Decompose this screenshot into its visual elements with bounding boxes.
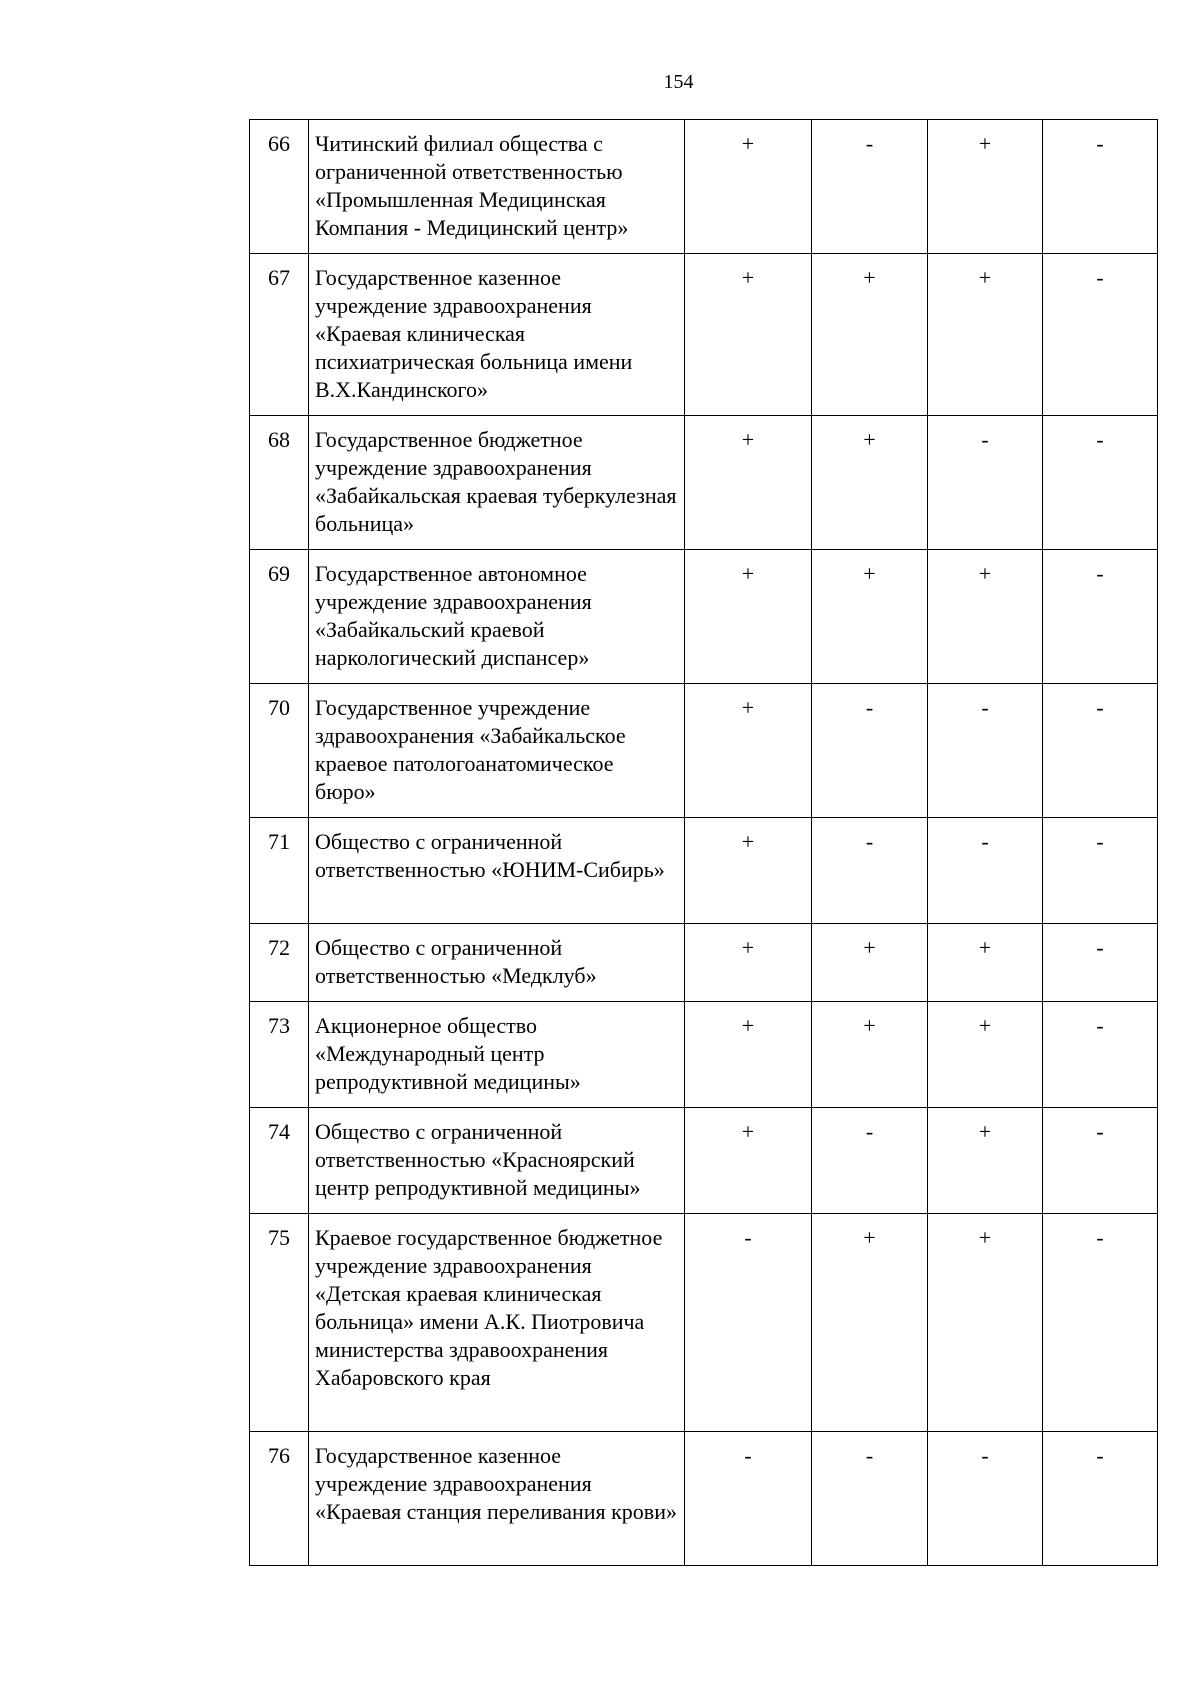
mark-cell: - [1043,416,1158,550]
mark-cell: + [685,924,812,1002]
row-number: 75 [250,1214,309,1432]
table-row [250,1214,1158,1432]
row-number: 69 [250,550,309,684]
table-row [250,1108,1158,1214]
organization-name: Государственное казенное учреждение здравоохранения «Краевая клиническая психиатрическая больница имени В.Х.Кандинского» [309,254,685,416]
page-number: 154 [663,71,694,93]
mark-cell: - [1043,924,1158,1002]
mark-cell: + [685,254,812,416]
mark-cell: + [928,1002,1043,1108]
row-number: 72 [250,924,309,1002]
row-number: 67 [250,254,309,416]
mark-cell: - [685,1214,812,1432]
table-row [250,120,1158,254]
mark-cell: - [1043,1002,1158,1108]
mark-cell: + [928,550,1043,684]
row-number: 76 [250,1432,309,1566]
mark-cell: - [928,1432,1043,1566]
mark-cell: - [812,1108,928,1214]
mark-cell: + [685,1002,812,1108]
table-row [250,818,1158,924]
organization-name: Читинский филиал общества с ограниченной ответственностью «Промышленная Медицинская Компания - Медицинский центр» [309,120,685,254]
organization-name: Государственное автономное учреждение здравоохранения «Забайкальский краевой наркологический диспансер» [309,550,685,684]
mark-cell: - [1043,254,1158,416]
mark-cell: + [928,924,1043,1002]
mark-cell: - [1043,1432,1158,1566]
table-row [250,254,1158,416]
table-row [250,416,1158,550]
organization-name: Государственное бюджетное учреждение здравоохранения «Забайкальская краевая туберкулезная больница» [309,416,685,550]
row-number: 71 [250,818,309,924]
table-row [250,550,1158,684]
row-number: 74 [250,1108,309,1214]
organization-name: Государственное казенное учреждение здравоохранения «Краевая станция переливания крови» [309,1432,685,1566]
mark-cell: - [1043,550,1158,684]
mark-cell: + [928,1108,1043,1214]
mark-cell: + [928,254,1043,416]
organization-name: Краевое государственное бюджетное учреждение здравоохранения «Детская краевая клиническая больница» имени А.К. Пиотровича министерства здравоохранения Хабаровского края [309,1214,685,1432]
mark-cell: + [928,120,1043,254]
mark-cell: - [812,684,928,818]
mark-cell: - [1043,818,1158,924]
organization-name: Общество с ограниченной ответственностью «Красноярский центр репродуктивной медицины» [309,1108,685,1214]
mark-cell: - [928,818,1043,924]
mark-cell: + [812,416,928,550]
mark-cell: + [685,416,812,550]
mark-cell: + [685,684,812,818]
mark-cell: + [812,924,928,1002]
mark-cell: + [812,1214,928,1432]
table-row [250,924,1158,1002]
mark-cell: - [1043,684,1158,818]
mark-cell: - [685,1432,812,1566]
mark-cell: - [812,120,928,254]
organization-name: Акционерное общество «Международный центр репродуктивной медицины» [309,1002,685,1108]
mark-cell: + [685,120,812,254]
row-number: 70 [250,684,309,818]
table-row [250,684,1158,818]
mark-cell: - [928,684,1043,818]
mark-cell: - [1043,1108,1158,1214]
organization-name: Общество с ограниченной ответственностью «ЮНИМ-Сибирь» [309,818,685,924]
mark-cell: + [685,818,812,924]
mark-cell: + [812,550,928,684]
table-row [250,1432,1158,1566]
mark-cell: + [685,1108,812,1214]
table-row [250,1002,1158,1108]
organization-name: Общество с ограниченной ответственностью «Медклуб» [309,924,685,1002]
row-number: 66 [250,120,309,254]
mark-cell: + [812,1002,928,1108]
mark-cell: - [812,1432,928,1566]
row-number: 73 [250,1002,309,1108]
mark-cell: - [1043,1214,1158,1432]
mark-cell: + [685,550,812,684]
mark-cell: + [928,1214,1043,1432]
organizations-table [249,119,1158,1566]
mark-cell: + [812,254,928,416]
mark-cell: - [928,416,1043,550]
row-number: 68 [250,416,309,550]
organization-name: Государственное учреждение здравоохранения «Забайкальское краевое патологоанатомическое бюро» [309,684,685,818]
mark-cell: - [812,818,928,924]
mark-cell: - [1043,120,1158,254]
